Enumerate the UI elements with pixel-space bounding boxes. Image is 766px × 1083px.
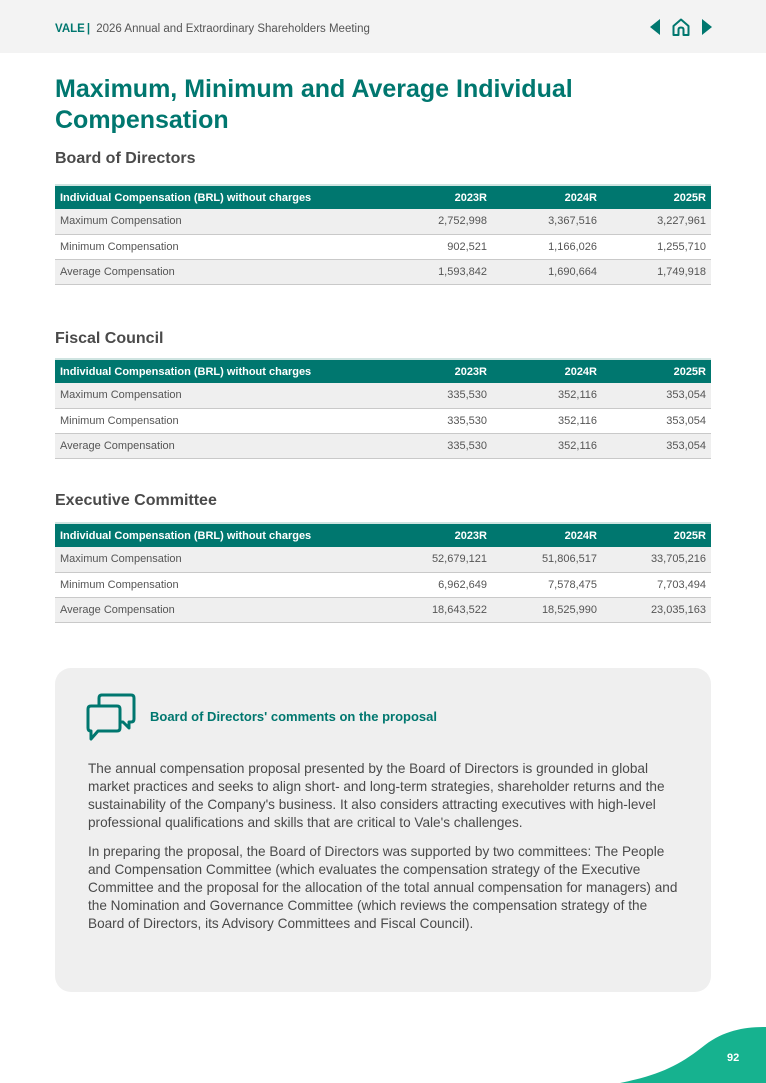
column-header-2023r: 2023R [454, 529, 487, 542]
column-header-2025r: 2025R [673, 365, 706, 378]
triangle-left-icon [650, 19, 660, 35]
previous-page-button[interactable] [648, 17, 662, 37]
page-title: Maximum, Minimum and Average Individual Compensation [55, 75, 573, 134]
column-header-2023r: 2023R [454, 365, 487, 378]
cell-2025r: 33,705,216 [602, 547, 711, 572]
table-row [55, 547, 711, 572]
comments-title: Board of Directors' comments on the proposal [150, 709, 437, 724]
cell-2024r: 352,116 [492, 408, 602, 433]
cell-2025r: 353,054 [602, 408, 711, 433]
triangle-right-icon [702, 19, 712, 35]
cell-2024r: 1,690,664 [492, 259, 602, 284]
cell-2025r: 1,749,918 [602, 259, 711, 284]
cell-2024r: 3,367,516 [492, 209, 602, 234]
home-icon [671, 17, 691, 37]
cell-2024r: 18,525,990 [492, 597, 602, 622]
document-title: 2026 Annual and Extraordinary Shareholders Meeting [96, 23, 370, 35]
board-comments-box [55, 668, 711, 992]
cell-2023r: 2,752,998 [392, 209, 492, 234]
cell-2023r: 902,521 [392, 234, 492, 259]
column-header-2024r: 2024R [564, 529, 597, 542]
cell-2023r: 335,530 [392, 408, 492, 433]
table-row [55, 259, 711, 284]
section-title-fiscal-council: Fiscal Council [55, 330, 164, 347]
cell-2023r: 52,679,121 [392, 547, 492, 572]
table-header-row [55, 185, 711, 209]
cell-2024r: 7,578,475 [492, 572, 602, 597]
cell-2023r: 335,530 [392, 383, 492, 408]
chat-bubbles-icon [86, 692, 138, 744]
row-label: Average Compensation [55, 259, 392, 284]
cell-2024r: 1,166,026 [492, 234, 602, 259]
column-header-2025r: 2025R [673, 529, 706, 542]
brand-separator: | [86, 23, 91, 35]
comments-paragraph: The annual compensation proposal presented by the Board of Directors is grounded in global market practices and seeks to align short- and long-term strategies, shareholder returns and the sustainability of the Company's business. It also considers attracting executives with high-level professional qualifications and skills that are critical to Vale's challenges. [88, 761, 665, 830]
cell-2025r: 353,054 [602, 383, 711, 408]
table-header-row [55, 359, 711, 383]
cell-2024r: 352,116 [492, 383, 602, 408]
row-label: Average Compensation [55, 433, 392, 458]
cell-2025r: 23,035,163 [602, 597, 711, 622]
cell-2023r: 18,643,522 [392, 597, 492, 622]
table-row [55, 433, 711, 458]
header-bar [0, 0, 766, 53]
brand-name: VALE [55, 23, 85, 35]
row-label: Maximum Compensation [55, 209, 392, 234]
section-title-board-of-directors: Board of Directors [55, 150, 196, 167]
next-page-button[interactable] [700, 17, 714, 37]
fiscal-council-table [55, 358, 711, 459]
column-header-2025r: 2025R [673, 191, 706, 204]
cell-2023r: 6,962,649 [392, 572, 492, 597]
column-header-2024r: 2024R [564, 365, 597, 378]
header-brand [55, 23, 370, 35]
table-row [55, 597, 711, 622]
cell-2025r: 1,255,710 [602, 234, 711, 259]
cell-2024r: 352,116 [492, 433, 602, 458]
row-label: Maximum Compensation [55, 547, 392, 572]
table-row [55, 408, 711, 433]
table-row [55, 572, 711, 597]
column-header-label: Individual Compensation (BRL) without charges [60, 191, 312, 204]
column-header-2023r: 2023R [454, 191, 487, 204]
cell-2023r: 1,593,842 [392, 259, 492, 284]
column-header-label: Individual Compensation (BRL) without charges [60, 529, 312, 542]
row-label: Minimum Compensation [55, 408, 392, 433]
comments-paragraph: In preparing the proposal, the Board of Directors was supported by two committees: The People and Compensation Committee (which evaluates the compensation strategy of the Executive Committee and the proposal for the allocation of the total annual compensation for managers) and the Nomination and Governance Committee (which reviews the compensation strategy of the Board of Directors, its Advisory Committees and Fiscal Council). [88, 844, 678, 931]
row-label: Average Compensation [55, 597, 392, 622]
table-row [55, 234, 711, 259]
page-number: 92 [727, 1052, 740, 1064]
row-label: Maximum Compensation [55, 383, 392, 408]
section-title-executive-committee: Executive Committee [55, 492, 217, 509]
executive-committee-table [55, 522, 711, 623]
table-row [55, 383, 711, 408]
footer-wave-decoration [600, 1010, 766, 1083]
home-button[interactable] [670, 16, 692, 38]
cell-2024r: 51,806,517 [492, 547, 602, 572]
row-label: Minimum Compensation [55, 234, 392, 259]
cell-2025r: 7,703,494 [602, 572, 711, 597]
row-label: Minimum Compensation [55, 572, 392, 597]
page-navigation [648, 15, 714, 39]
table-header-row [55, 523, 711, 547]
table-row [55, 209, 711, 234]
column-header-2024r: 2024R [564, 191, 597, 204]
cell-2023r: 335,530 [392, 433, 492, 458]
column-header-label: Individual Compensation (BRL) without charges [60, 365, 312, 378]
cell-2025r: 353,054 [602, 433, 711, 458]
cell-2025r: 3,227,961 [602, 209, 711, 234]
board-of-directors-table [55, 184, 711, 285]
